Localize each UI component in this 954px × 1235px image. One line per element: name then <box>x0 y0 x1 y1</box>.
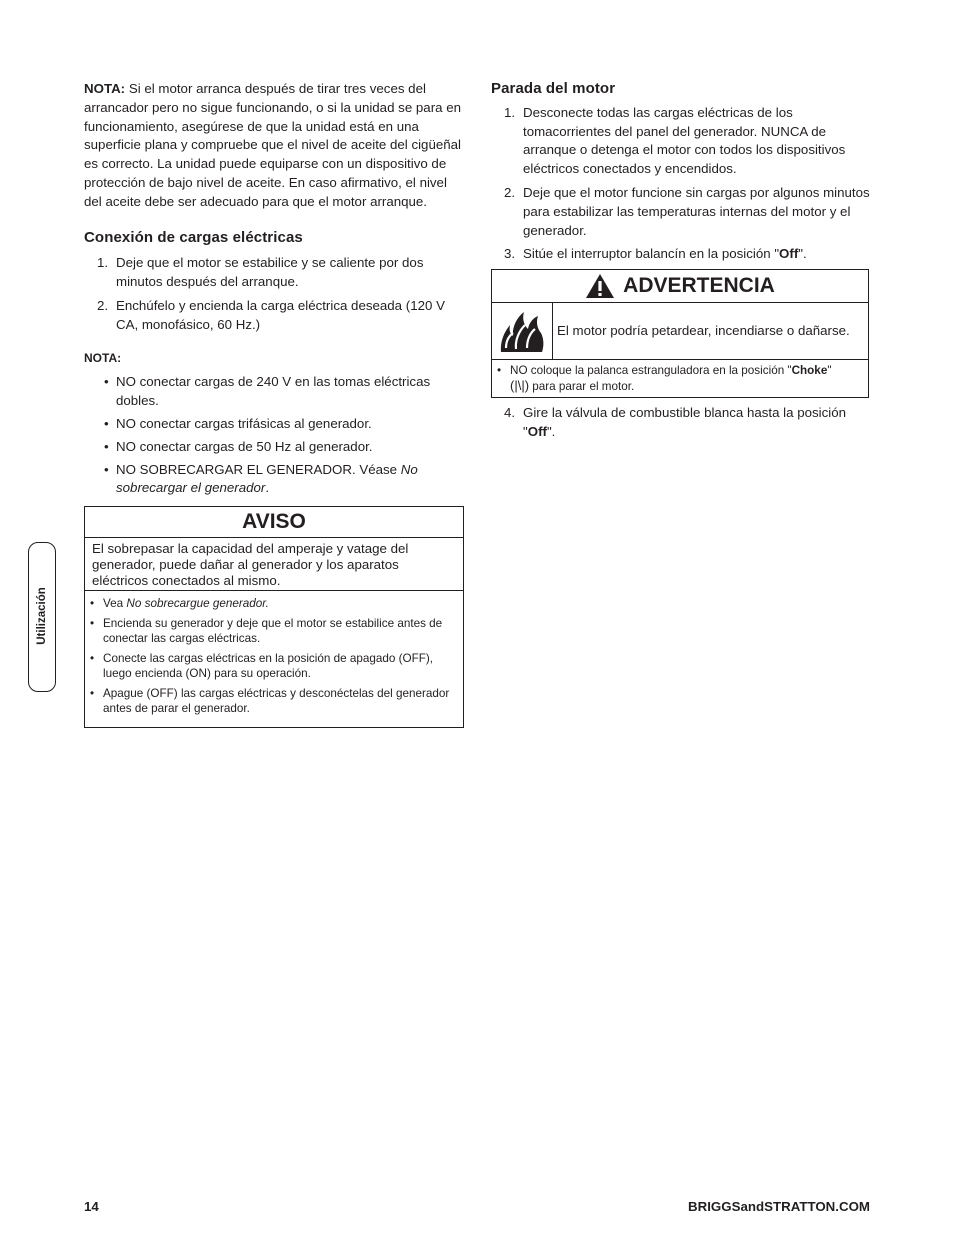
advertencia-item-quote: " <box>827 364 832 378</box>
nota-item-text: NO conectar cargas de 240 V en las tomas eléctricas dobles. <box>116 374 431 409</box>
step-number: 2. <box>504 184 516 200</box>
step-bold: Off <box>779 246 799 262</box>
nota-item-end: . <box>265 480 270 496</box>
warning-triangle-icon <box>585 273 615 299</box>
advertencia-title: ADVERTENCIA <box>623 274 775 298</box>
hazard-text: El motor podría petardear, incendiarse o dañarse. <box>557 322 850 338</box>
choke-symbol-icon: (|\|) <box>510 378 530 394</box>
advertencia-box <box>491 269 869 398</box>
aviso-item-italic: No sobrecargue generador. <box>126 597 269 611</box>
nota-label: NOTA: <box>84 350 122 365</box>
step-text-end: ". <box>546 423 556 439</box>
left-column <box>84 80 464 728</box>
list-item <box>84 373 464 411</box>
list-item <box>84 254 464 292</box>
aviso-item-text: Encienda su generador y deje que el motor se estabilice antes de conectar las cargas eléctricas. <box>103 616 443 646</box>
stop-steps <box>491 104 871 264</box>
bullet: • <box>104 438 109 454</box>
bullet: • <box>104 374 109 390</box>
list-item <box>85 651 463 682</box>
step-bold: Off <box>527 423 547 439</box>
list-item <box>84 461 464 499</box>
nota-item-text: NO conectar cargas de 50 Hz al generador. <box>116 438 373 454</box>
list-item <box>491 245 871 264</box>
list-item <box>84 415 464 434</box>
section-title-loads: Conexión de cargas eléctricas <box>84 228 303 246</box>
nota-item-text: NO conectar cargas trifásicas al generador. <box>116 415 372 431</box>
step-text: Gire la válvula de combustible blanca hasta la posición " <box>523 405 847 439</box>
step-text: Deje que el motor funcione sin cargas por algunos minutos para estabilizar las temperaturas internas del motor y el generador. <box>523 184 870 238</box>
advertencia-item-end: para parar el motor. <box>529 380 635 394</box>
bullet: • <box>90 686 95 700</box>
step-number: 1. <box>504 104 516 120</box>
list-item <box>84 438 464 457</box>
bullet: • <box>90 597 95 611</box>
aviso-list <box>85 591 463 727</box>
nota-item-italic: No sobrecargar el generador <box>116 461 418 496</box>
list-item <box>85 596 463 612</box>
step-text-end: ". <box>798 246 807 262</box>
fire-icon-cell <box>492 303 553 359</box>
step-text: Deje que el motor se estabilice y se caliente por dos minutos después del arranque. <box>116 255 424 290</box>
aviso-title: AVISO <box>85 507 463 538</box>
step-text: Enchúfelo y encienda la carga eléctrica deseada (120 V CA, monofásico, 60 Hz.) <box>116 297 445 332</box>
bullet: • <box>497 364 502 378</box>
bullet: • <box>90 651 95 665</box>
aviso-item-text: Conecte las cargas eléctricas en la posición de apagado (OFF), luego encienda (ON) para su operación. <box>103 651 434 681</box>
bullet: • <box>104 415 109 431</box>
step-text: Desconecte todas las cargas eléctricas de los tomacorrientes del panel del generador. NUNCA de arranque o detenga el motor con todos los dispositivos eléctricos conectados y encendidos. <box>523 104 846 177</box>
list-item <box>85 686 463 717</box>
stop-steps-continued <box>491 404 871 442</box>
advertencia-header <box>492 270 868 303</box>
page-number: 14 <box>84 1199 99 1214</box>
step-number: 2. <box>97 297 109 313</box>
right-column <box>491 80 871 447</box>
advertencia-item-text: NO coloque la palanca estranguladora en la posición " <box>510 364 792 378</box>
step-number: 4. <box>504 405 516 421</box>
intro-note-text: Si el motor arranca después de tirar tres veces del arrancador pero no sigue funcionando, o si la unidad se para en funcionamiento, asegúrese de que la unidad está en una superficie plana y compruebe que el nivel de aceite del cigüeñal es correcto. La unidad puede equiparse con un dispositivo de protección de bajo nivel de aceite. En caso afirmativo, el nivel del aceite debe ser adecuado para que el motor arranque. <box>84 81 462 209</box>
step-number: 3. <box>504 246 516 262</box>
advertencia-item-bold: Choke <box>791 364 828 378</box>
fire-icon <box>498 308 546 354</box>
step-number: 1. <box>97 255 109 271</box>
footer-site: BRIGGSandSTRATTON.COM <box>688 1199 870 1214</box>
hazard-row <box>492 303 868 360</box>
nota-item-text: NO SOBRECARGAR EL GENERADOR. Véase <box>116 461 401 477</box>
aviso-item-text: Vea <box>103 597 127 611</box>
list-item <box>85 616 463 647</box>
list-item <box>491 184 871 240</box>
nota-list <box>84 373 464 498</box>
loads-steps <box>84 254 464 334</box>
aviso-item-text: Apague (OFF) las cargas eléctricas y desconéctelas del generador antes de parar el generador. <box>103 686 450 716</box>
aviso-box <box>84 506 464 728</box>
step-text: Sitúe el interruptor balancín en la posición " <box>523 246 780 262</box>
list-item <box>84 297 464 335</box>
section-title-stop: Parada del motor <box>491 80 616 97</box>
advertencia-list <box>492 360 868 397</box>
bullet: • <box>90 616 95 630</box>
list-item <box>491 104 871 179</box>
side-tab-label: Utilización <box>36 587 48 645</box>
intro-note-label: NOTA: <box>84 81 126 96</box>
aviso-subtitle: El sobrepasar la capacidad del amperaje y vatage del generador, puede dañar al generador y los aparatos eléctricos conectados al mismo. <box>85 538 463 591</box>
list-item <box>491 404 871 442</box>
list-item <box>492 363 868 394</box>
intro-note <box>84 80 464 212</box>
bullet: • <box>104 461 109 477</box>
